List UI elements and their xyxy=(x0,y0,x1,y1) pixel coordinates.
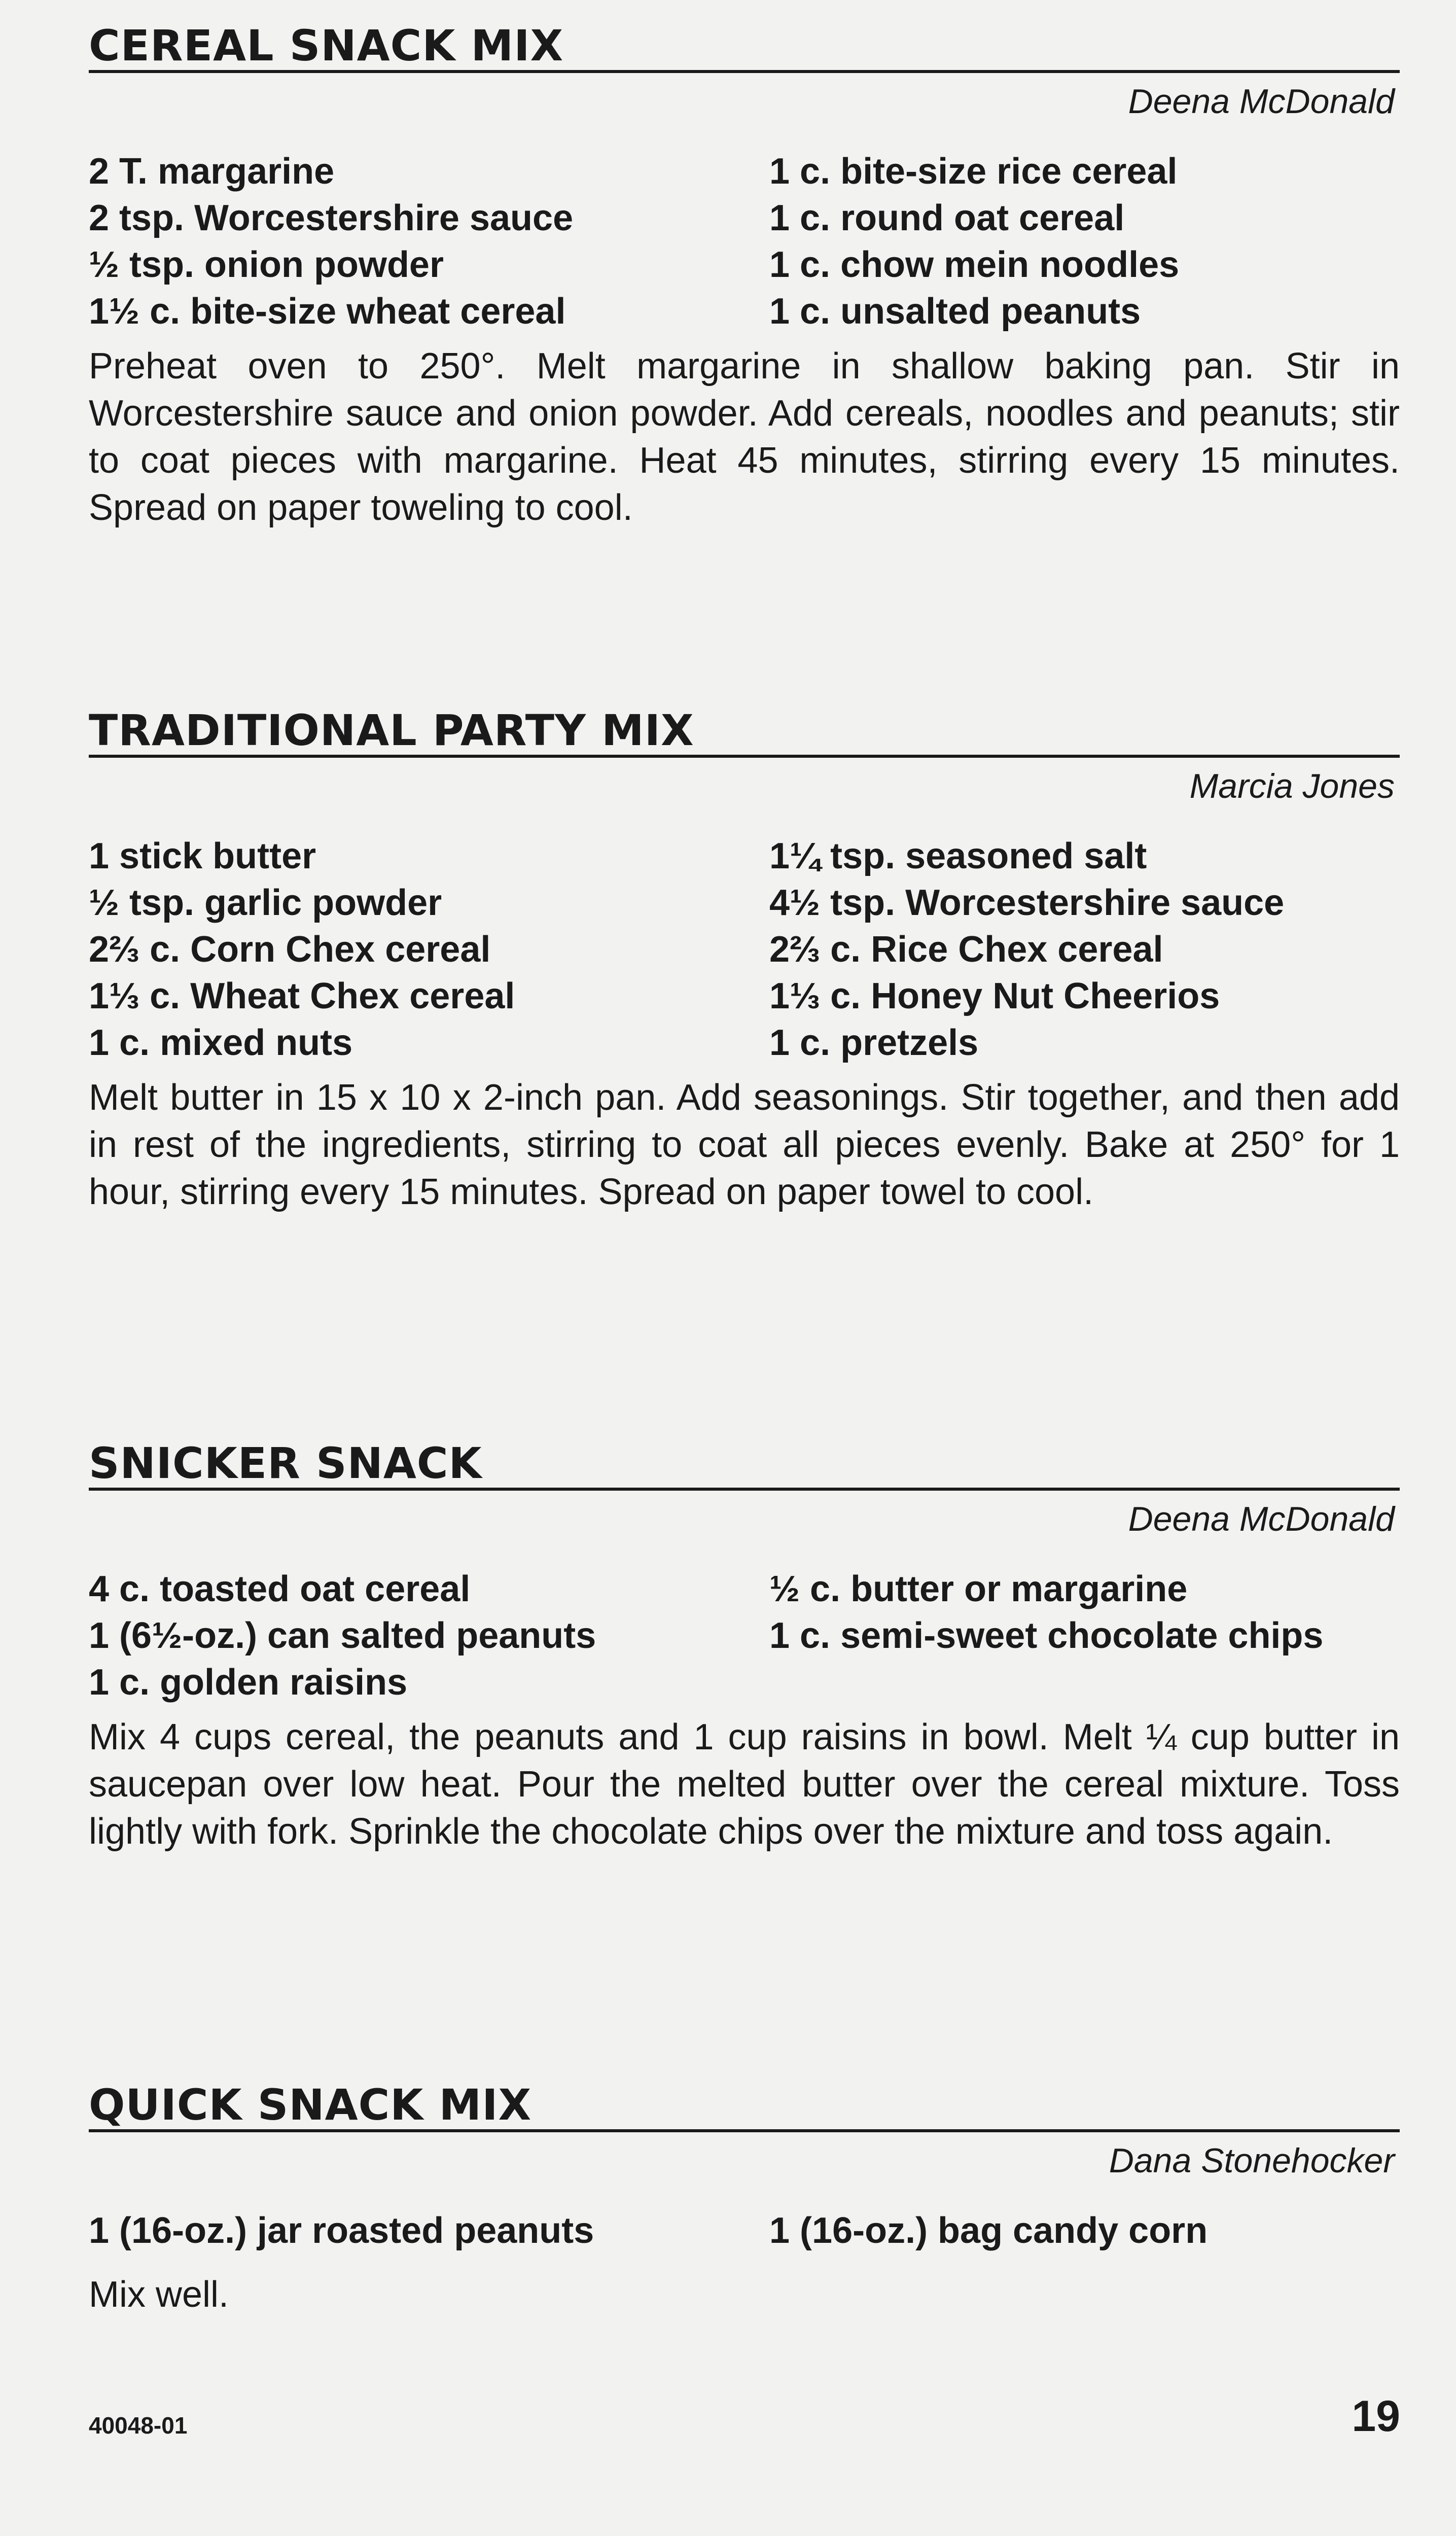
page-number: 19 xyxy=(1352,2392,1400,2441)
ingredient-list xyxy=(89,148,1400,335)
ingredient: 1¼ tsp. seasoned salt xyxy=(769,836,1147,876)
recipe-title: SNICKER SNACK xyxy=(89,1438,482,1488)
recipe-author: Deena McDonald xyxy=(1128,82,1395,121)
recipe-directions: Mix well. xyxy=(89,2274,229,2315)
ingredient xyxy=(769,1659,1400,1706)
ingredient: 4 c. toasted oat cereal xyxy=(89,1569,471,1609)
recipe-author: Deena McDonald xyxy=(1128,1500,1395,1538)
ingredient: 1⅓ c. Honey Nut Cheerios xyxy=(769,976,1220,1016)
recipe-title: CEREAL SNACK MIX xyxy=(89,21,564,71)
ingredient: 1 c. golden raisins xyxy=(89,1662,408,1703)
ingredient: 2⅔ c. Corn Chex cereal xyxy=(89,929,491,970)
ingredient: 2⅔ c. Rice Chex cereal xyxy=(769,929,1163,970)
ingredient: 1 stick butter xyxy=(89,836,316,876)
ingredient: 1 c. unsalted peanuts xyxy=(769,291,1141,332)
ingredient: 1 c. bite-size rice cereal xyxy=(769,151,1178,192)
ingredient: 1 (16-oz.) bag candy corn xyxy=(769,2210,1208,2251)
ingredient-list xyxy=(89,2207,1400,2254)
ingredient: 1 c. chow mein noodles xyxy=(769,244,1180,285)
recipe-cereal-snack-mix xyxy=(89,20,1400,532)
ingredient: 1 c. semi-sweet chocolate chips xyxy=(769,1615,1324,1656)
ingredient: 2 T. margarine xyxy=(89,151,335,192)
ingredient: ½ tsp. onion powder xyxy=(89,244,444,285)
ingredient: 1 (6½-oz.) can salted peanuts xyxy=(89,1615,596,1656)
ingredient: 1 c. pretzels xyxy=(769,1023,979,1063)
recipe-title-row xyxy=(89,20,1400,73)
ingredient: 4½ tsp. Worcestershire sauce xyxy=(769,883,1285,923)
recipe-quick-snack-mix xyxy=(89,2080,1400,2318)
recipe-title: QUICK SNACK MIX xyxy=(89,2080,532,2130)
recipe-title-row xyxy=(89,2080,1400,2132)
ingredient-list xyxy=(89,833,1400,1066)
recipe-title-row xyxy=(89,1438,1400,1491)
recipe-author: Dana Stonehocker xyxy=(1109,2141,1395,2180)
recipe-directions: Melt butter in 15 x 10 x 2-inch pan. Add seasonings. Stir together, and then add in rest of the ingredients, stirring to coat all pieces evenly. Bake at 250° for 1 hour, stirring every 15 minutes. Spread on paper towel to cool. xyxy=(89,1077,1400,1212)
footer-code: 40048-01 xyxy=(89,2412,188,2439)
ingredient: 2 tsp. Worcestershire sauce xyxy=(89,198,574,238)
ingredient: 1½ c. bite-size wheat cereal xyxy=(89,291,566,332)
ingredient: 1 c. round oat cereal xyxy=(769,198,1125,238)
recipe-title: TRADITIONAL PARTY MIX xyxy=(89,706,694,755)
recipe-traditional-party-mix xyxy=(89,705,1400,1216)
ingredient: 1⅓ c. Wheat Chex cereal xyxy=(89,976,515,1016)
ingredient: 1 (16-oz.) jar roasted peanuts xyxy=(89,2210,594,2251)
ingredient: ½ c. butter or margarine xyxy=(769,1569,1188,1609)
recipe-author: Marcia Jones xyxy=(1189,767,1395,805)
recipe-directions: Mix 4 cups cereal, the peanuts and 1 cup raisins in bowl. Melt ¼ cup butter in saucepan over low heat. Pour the melted butter over the cereal mixture. Toss lightly with fork. Sprinkle the chocolate chips over the mixture and toss again. xyxy=(89,1717,1400,1852)
ingredient: 1 c. mixed nuts xyxy=(89,1023,353,1063)
recipe-snicker-snack xyxy=(89,1438,1400,1855)
recipe-title-row xyxy=(89,705,1400,758)
ingredient-list xyxy=(89,1566,1400,1706)
ingredient: ½ tsp. garlic powder xyxy=(89,883,442,923)
recipe-directions: Preheat oven to 250°. Melt margarine in shallow baking pan. Stir in Worcestershire sauce and onion powder. Add cereals, noodles and peanuts; stir to coat pieces with margarine. Heat 45 minutes, stirring every 15 minutes. Spread on paper toweling to cool. xyxy=(89,346,1400,528)
